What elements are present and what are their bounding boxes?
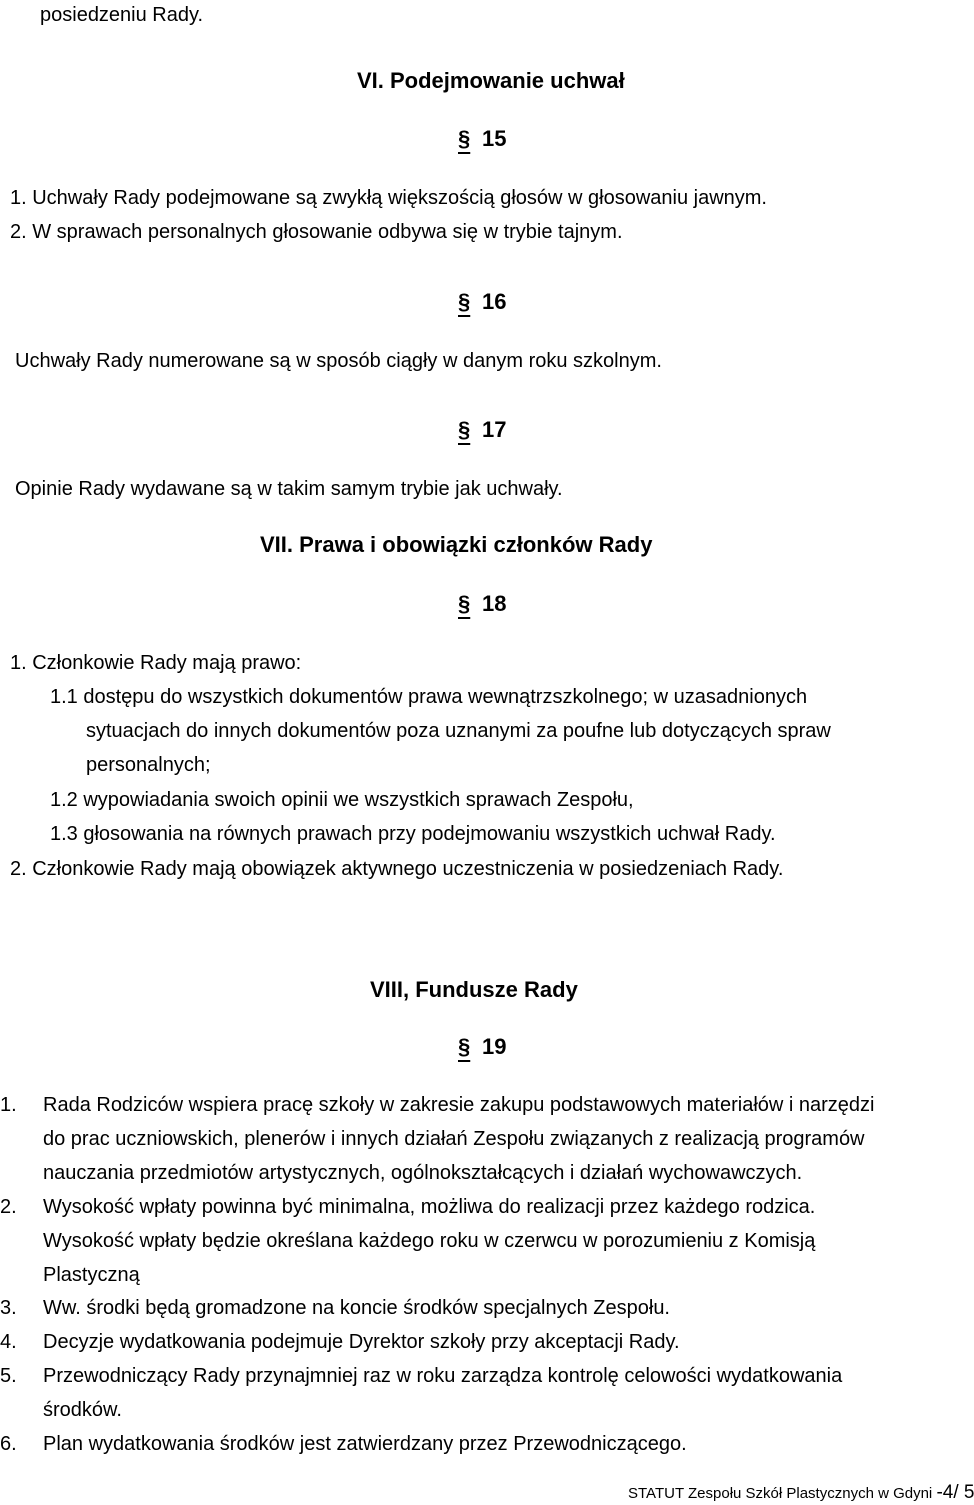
paragraph-18-heading xyxy=(458,591,506,617)
list-item-text: Wysokość wpłaty będzie określana każdego roku w czerwcu w porozumieniu z Komisją xyxy=(43,1230,816,1252)
list-item: 1. Uchwały Rady podejmowane są zwykłą większością głosów w głosowaniu jawnym. xyxy=(10,187,767,209)
section-sign-icon: § xyxy=(458,417,471,442)
list-item: 2. Członkowie Rady mają obowiązek aktywnego uczestniczenia w posiedzeniach Rady. xyxy=(10,858,784,880)
paragraph-19-heading xyxy=(458,1034,506,1060)
sub-list-item: 1.2 wypowiadania swoich opinii we wszystkich sprawach Zespołu, xyxy=(50,789,634,811)
sub-list-item: 1.3 głosowania na równych prawach przy podejmowaniu wszystkich uchwał Rady. xyxy=(50,823,776,845)
page-number: -4/ 5 xyxy=(936,1482,974,1503)
paragraph-number: 19 xyxy=(482,1034,507,1059)
list-item-text: Wysokość wpłaty powinna być minimalna, możliwa do realizacji przez każdego rodzica. xyxy=(43,1196,816,1218)
list-item-text: Decyzje wydatkowania podejmuje Dyrektor szkoły przy akceptacji Rady. xyxy=(43,1331,680,1353)
footer-title: STATUT Zespołu Szkół Plastycznych w Gdyni xyxy=(628,1485,937,1502)
paragraph-number: 16 xyxy=(482,289,507,314)
list-item-number: 5. xyxy=(0,1365,17,1387)
list-item-text: Plan wydatkowania środków jest zatwierdzany przez Przewodniczącego. xyxy=(43,1433,687,1455)
list-item: 2. W sprawach personalnych głosowanie odbywa się w trybie tajnym. xyxy=(10,221,623,243)
continued-text: posiedzeniu Rady. xyxy=(40,4,204,26)
list-item: 1. Członkowie Rady mają prawo: xyxy=(10,652,302,674)
list-item-text: Ww. środki będą gromadzone na koncie środków specjalnych Zespołu. xyxy=(43,1297,670,1319)
list-item-text: środków. xyxy=(43,1399,122,1421)
section-heading-viii: VIII, Fundusze Rady xyxy=(370,977,578,1002)
section-sign-icon: § xyxy=(458,289,471,314)
sub-list-item-continuation: personalnych; xyxy=(86,754,211,776)
section-sign-icon: § xyxy=(458,1034,471,1059)
sub-list-item: 1.1 dostępu do wszystkich dokumentów prawa wewnątrzszkolnego; w uzasadnionych xyxy=(50,686,808,708)
list-item-text: do prac uczniowskich, plenerów i innych działań Zespołu związanych z realizacją programów xyxy=(43,1128,865,1150)
list-item-number: 3. xyxy=(0,1297,17,1319)
paragraph-number: 17 xyxy=(482,417,507,442)
list-item-number: 1. xyxy=(0,1094,17,1116)
paragraph-text: Opinie Rady wydawane są w takim samym trybie jak uchwały. xyxy=(15,478,563,500)
paragraph-15-heading xyxy=(458,126,506,152)
section-heading-vii: VII. Prawa i obowiązki członków Rady xyxy=(260,532,653,557)
list-item-text: Plastyczną xyxy=(43,1264,140,1286)
paragraph-number: 15 xyxy=(482,126,507,151)
list-item-number: 6. xyxy=(0,1433,17,1455)
list-item-text: nauczania przedmiotów artystycznych, ogólnokształcących i działań wychowawczych. xyxy=(43,1162,803,1184)
paragraph-17-heading xyxy=(458,417,506,443)
section-heading-vi: VI. Podejmowanie uchwał xyxy=(357,68,625,93)
section-sign-icon: § xyxy=(458,591,471,616)
section-sign-icon: § xyxy=(458,126,471,151)
paragraph-text: Uchwały Rady numerowane są w sposób ciągły w danym roku szkolnym. xyxy=(15,350,662,372)
paragraph-number: 18 xyxy=(482,591,507,616)
page-footer xyxy=(628,1484,974,1503)
list-item-text: Przewodniczący Rady przynajmniej raz w roku zarządza kontrolę celowości wydatkowania xyxy=(43,1365,843,1387)
list-item-number: 2. xyxy=(0,1196,17,1218)
paragraph-16-heading xyxy=(458,289,506,315)
list-item-text: Rada Rodziców wspiera pracę szkoły w zakresie zakupu podstawowych materiałów i narzędzi xyxy=(43,1094,875,1116)
list-item-number: 4. xyxy=(0,1331,17,1353)
sub-list-item-continuation: sytuacjach do innych dokumentów poza uznanymi za poufne lub dotyczących spraw xyxy=(86,720,831,742)
